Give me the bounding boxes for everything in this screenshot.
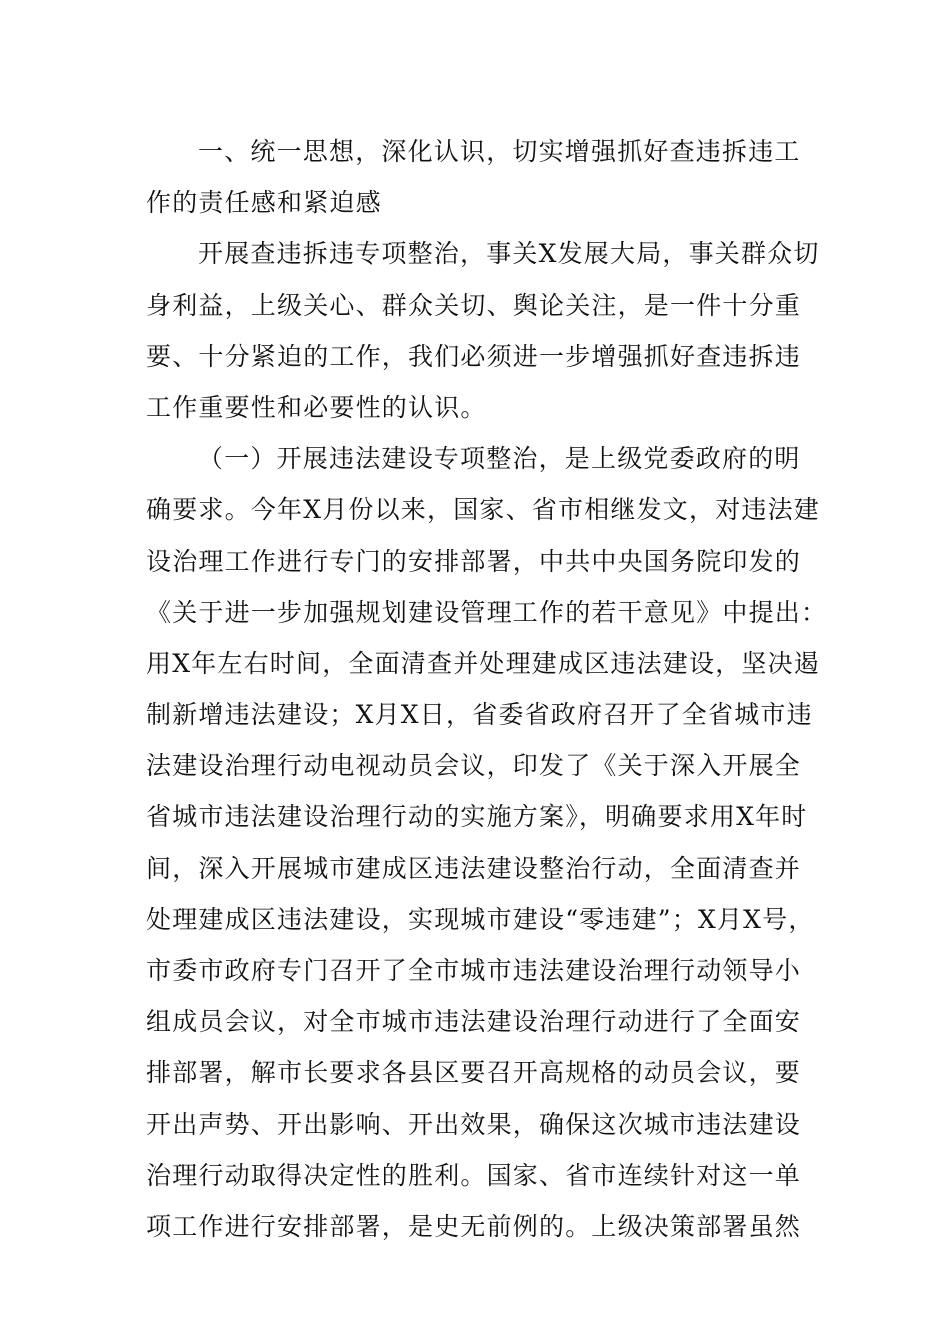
paragraph-line: 开出声势、开出影响、开出效果，确保这次城市违法建设 <box>146 1109 802 1139</box>
heading-line: 作的责任感和紧迫感 <box>146 188 382 218</box>
paragraph-line: 设治理工作进行专门的安排部署，中共中央国务院印发的 <box>146 546 802 576</box>
heading-line: 一、统一思想，深化认识，切实增强抓好查违拆违工 <box>198 137 801 166</box>
paragraph-line: 制新增违法建设；X月X日，省委省政府召开了全省城市违 <box>146 700 813 730</box>
paragraph-line: 治理行动取得决定性的胜利。国家、省市连续针对这一单 <box>146 1160 802 1190</box>
paragraph-line: 市委市政府专门召开了全市城市违法建设治理行动领导小 <box>146 956 802 985</box>
paragraph-line: 确要求。今年X月份以来，国家、省市相继发文，对违法建 <box>146 495 821 525</box>
paragraph-line: 用X年左右时间，全面清查并处理建成区违法建设，坚决遏 <box>146 648 821 678</box>
paragraph-line: 处理建成区违法建设，实现城市建设“零违建”；X月X号， <box>146 904 815 934</box>
paragraph-line: 要、十分紧迫的工作，我们必须进一步增强抓好查违拆违 <box>146 341 802 371</box>
paragraph-line: 工作重要性和必要性的认识。 <box>146 392 487 422</box>
paragraph-line: 开展查违拆违专项整治，事关X发展大局，事关群众切 <box>198 239 820 269</box>
paragraph-line: 省城市违法建设治理行动的实施方案》，明确要求用X年时 <box>146 802 808 832</box>
paragraph-line: 项工作进行安排部署，是史无前例的。上级决策部署虽然 <box>146 1211 802 1241</box>
document-body <box>146 126 828 1252</box>
paragraph-line: 法建设治理行动电视动员会议，印发了《关于深入开展全 <box>146 751 802 781</box>
paragraph-line: 排部署，解市长要求各县区要召开高规格的动员会议，要 <box>146 1058 802 1088</box>
paragraph-line: 《关于进一步加强规划建设管理工作的若干意见》中提出： <box>146 597 828 627</box>
paragraph-line: 组成员会议，对全市城市违法建设治理行动进行了全面安 <box>146 1007 802 1037</box>
paragraph-line: （一）开展违法建设专项整治，是上级党委政府的明 <box>198 444 801 474</box>
paragraph-line: 身利益，上级关心、群众关切、舆论关注，是一件十分重 <box>146 290 802 320</box>
paragraph-line: 间，深入开展城市建成区违法建设整治行动，全面清查并 <box>146 853 802 883</box>
